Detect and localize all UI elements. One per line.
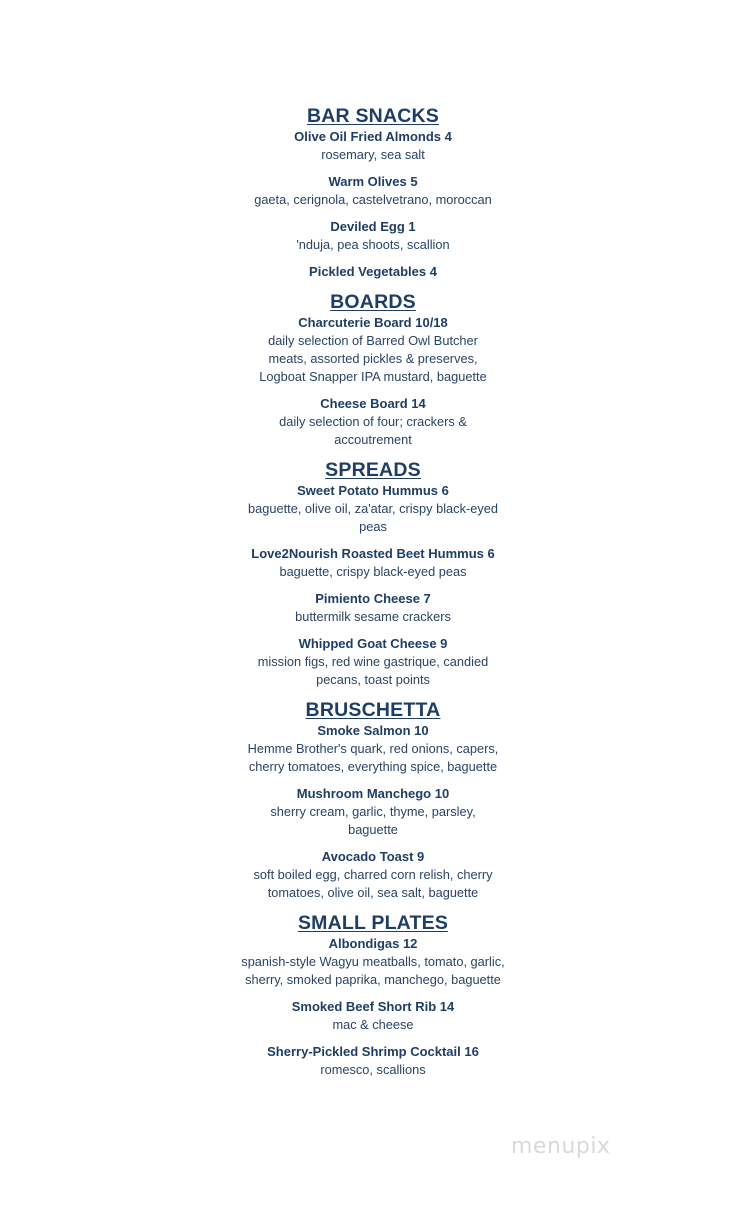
item-name: Charcuterie Board 10/18 bbox=[298, 315, 448, 330]
menu-item bbox=[0, 635, 746, 689]
item-name: Love2Nourish Roasted Beet Hummus 6 bbox=[251, 546, 495, 561]
section-title: BAR SNACKS bbox=[306, 105, 439, 127]
item-name: Sherry-Pickled Shrimp Cocktail 16 bbox=[267, 1044, 479, 1059]
item-description: spanish-style Wagyu meatballs, tomato, garlic, sherry, smoked paprika, manchego, baguette bbox=[241, 954, 505, 987]
menu-item bbox=[0, 218, 746, 254]
item-name: Mushroom Manchego 10 bbox=[296, 786, 450, 801]
item-name: Pickled Vegetables 4 bbox=[309, 264, 437, 279]
menu-item bbox=[0, 482, 746, 536]
item-description: soft boiled egg, charred corn relish, cherry tomatoes, olive oil, sea salt, baguette bbox=[253, 867, 493, 900]
item-description: mac & cheese bbox=[332, 1017, 414, 1032]
menu-item bbox=[0, 128, 746, 164]
item-description: buttermilk sesame crackers bbox=[295, 609, 451, 624]
item-name: Albondigas 12 bbox=[328, 936, 418, 951]
item-description: sherry cream, garlic, thyme, parsley, baguette bbox=[270, 804, 476, 837]
section-spreads bbox=[0, 458, 746, 689]
item-description: Hemme Brother's quark, red onions, capers, cherry tomatoes, everything spice, baguette bbox=[247, 741, 499, 774]
menu-item bbox=[0, 395, 746, 449]
menu-item bbox=[0, 848, 746, 902]
item-name: Cheese Board 14 bbox=[320, 396, 426, 411]
item-description: baguette, olive oil, za'atar, crispy black-eyed peas bbox=[248, 501, 498, 534]
menu-item bbox=[0, 935, 746, 989]
item-description: 'nduja, pea shoots, scallion bbox=[296, 237, 450, 252]
menu-item bbox=[0, 314, 746, 386]
menu-item bbox=[0, 263, 746, 281]
menu-page bbox=[0, 104, 746, 1088]
section-small-plates bbox=[0, 911, 746, 1079]
section-title: SMALL PLATES bbox=[297, 912, 449, 934]
item-name: Deviled Egg 1 bbox=[330, 219, 416, 234]
section-bar-snacks bbox=[0, 104, 746, 281]
menu-item bbox=[0, 722, 746, 776]
item-name: Smoked Beef Short Rib 14 bbox=[291, 999, 455, 1014]
menu-item bbox=[0, 173, 746, 209]
item-name: Avocado Toast 9 bbox=[321, 849, 425, 864]
item-description: baguette, crispy black-eyed peas bbox=[279, 564, 467, 579]
item-name: Smoke Salmon 10 bbox=[317, 723, 429, 738]
item-name: Pimiento Cheese 7 bbox=[315, 591, 431, 606]
item-name: Olive Oil Fried Almonds 4 bbox=[294, 129, 452, 144]
item-description: gaeta, cerignola, castelvetrano, moroccan bbox=[254, 192, 492, 207]
menupix-watermark: menupix bbox=[511, 1134, 611, 1159]
menu-item bbox=[0, 1043, 746, 1079]
item-name: Sweet Potato Hummus 6 bbox=[297, 483, 449, 498]
section-title: SPREADS bbox=[325, 459, 421, 481]
section-title: BOARDS bbox=[330, 291, 416, 313]
item-description: rosemary, sea salt bbox=[321, 147, 425, 162]
menu-item bbox=[0, 545, 746, 581]
item-name: Whipped Goat Cheese 9 bbox=[298, 636, 448, 651]
item-description: daily selection of Barred Owl Butcher meats, assorted pickles & preserves, Logboat Snapper IPA mustard, baguette bbox=[259, 333, 487, 384]
item-description: daily selection of four; crackers & accoutrement bbox=[279, 414, 467, 447]
item-description: romesco, scallions bbox=[320, 1062, 426, 1077]
item-name: Warm Olives 5 bbox=[328, 174, 418, 189]
section-boards bbox=[0, 290, 746, 449]
section-title: BRUSCHETTA bbox=[305, 699, 441, 721]
menu-item bbox=[0, 590, 746, 626]
item-description: mission figs, red wine gastrique, candied pecans, toast points bbox=[257, 654, 489, 687]
section-bruschetta bbox=[0, 698, 746, 902]
menu-item bbox=[0, 998, 746, 1034]
menu-item bbox=[0, 785, 746, 839]
